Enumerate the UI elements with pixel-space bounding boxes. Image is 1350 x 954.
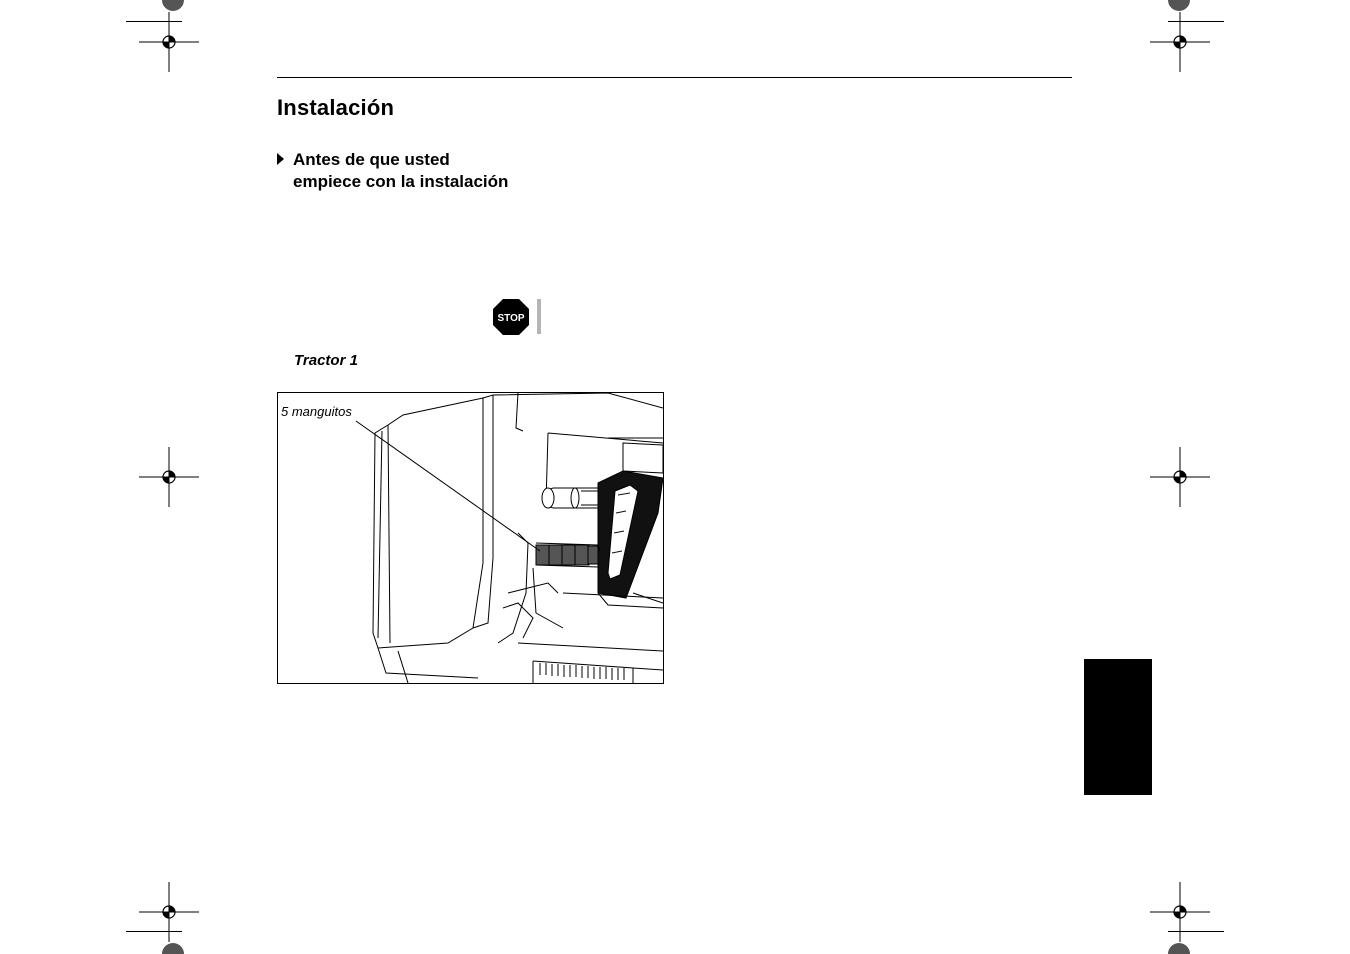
registration-mark-icon bbox=[1150, 447, 1210, 507]
page-title: Instalación bbox=[277, 95, 395, 120]
registration-mark-icon bbox=[1150, 882, 1210, 942]
trim-line bbox=[126, 21, 182, 22]
stop-sign-text: STOP bbox=[497, 313, 525, 324]
registration-mark-icon bbox=[139, 882, 199, 942]
color-target-icon bbox=[158, 942, 188, 954]
color-target-icon bbox=[158, 0, 188, 12]
stop-sign-icon bbox=[492, 298, 530, 336]
trim-line bbox=[1168, 931, 1224, 932]
registration-mark-icon bbox=[139, 447, 199, 507]
printer-illustration bbox=[278, 393, 663, 683]
trim-line bbox=[126, 931, 182, 932]
arrow-right-icon bbox=[277, 153, 284, 165]
stop-sign-bar bbox=[537, 299, 541, 334]
color-target-icon bbox=[1164, 942, 1194, 954]
chapter-tab bbox=[1084, 659, 1152, 795]
subheading-line-1: Antes de que usted bbox=[293, 150, 450, 169]
figure-label: 5 manguitos bbox=[281, 404, 352, 419]
tractor-figure bbox=[277, 392, 664, 684]
header-rule bbox=[277, 77, 1072, 78]
figure-caption: Tractor 1 bbox=[294, 352, 358, 369]
color-target-icon bbox=[1164, 0, 1194, 12]
trim-line bbox=[1168, 21, 1224, 22]
subheading-line-2: empiece con la instalación bbox=[293, 172, 509, 191]
